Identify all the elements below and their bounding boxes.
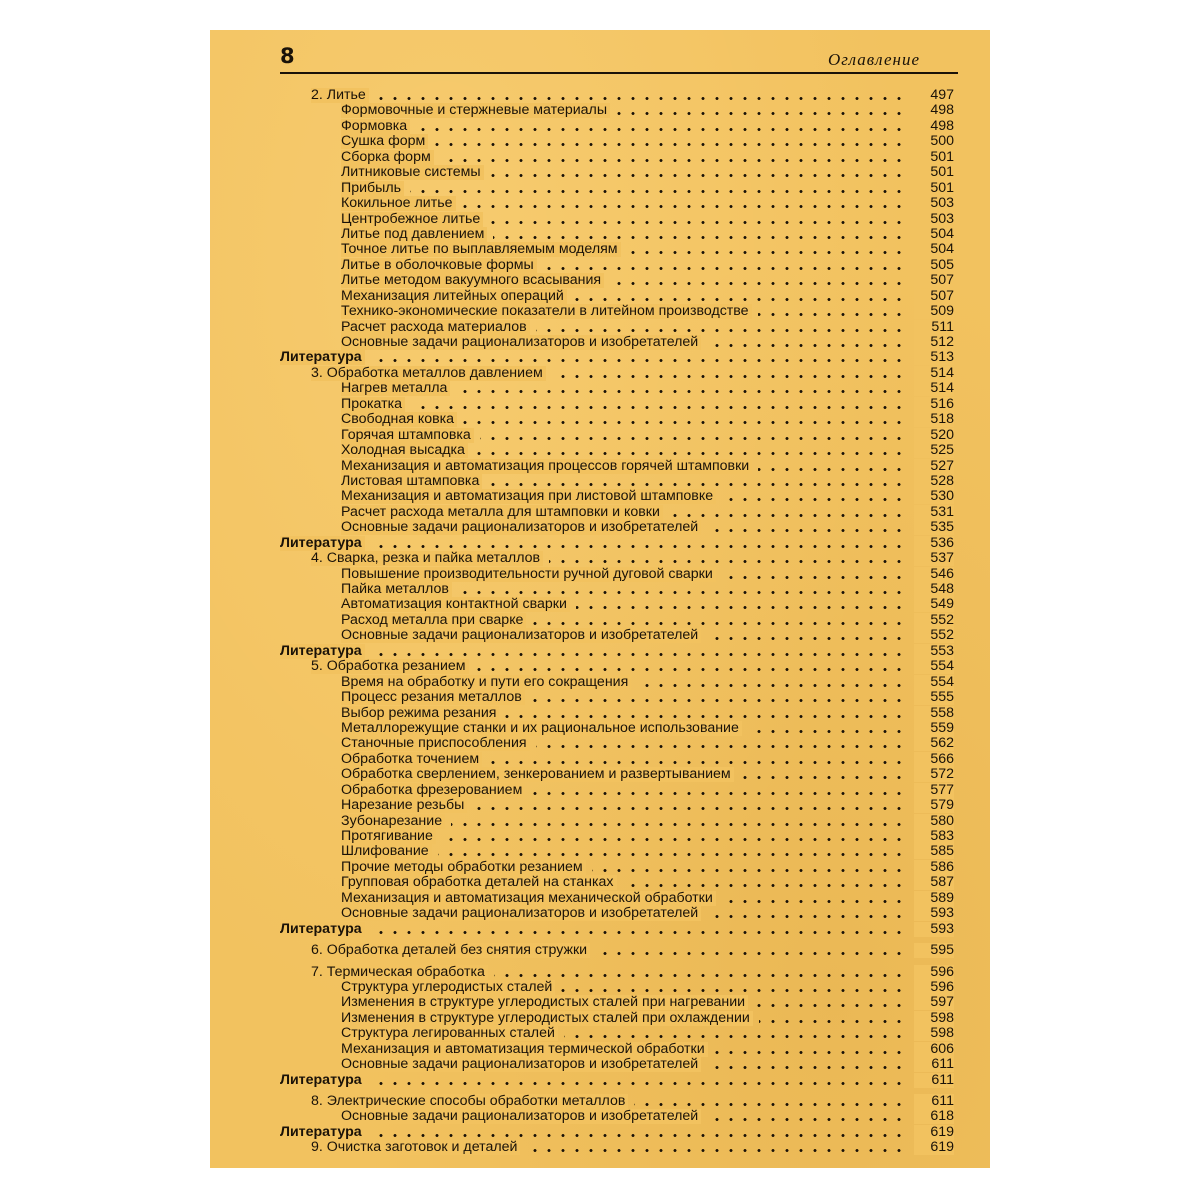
toc-section-entry[interactable] xyxy=(280,829,954,844)
toc-page-number: 619 xyxy=(914,1125,954,1140)
toc-page-number: 503 xyxy=(914,196,954,211)
toc-entry-title: Листовая штамповка xyxy=(341,474,482,489)
toc-page-number: 572 xyxy=(914,767,954,782)
toc-page-number: 504 xyxy=(914,227,954,242)
dot-leader xyxy=(526,1149,906,1152)
toc-entry-title: Время на обработку и пути его сокращения xyxy=(341,675,631,690)
toc-entry-title: Точное литье по выплавляемым моделям xyxy=(341,242,621,257)
toc-entry-title: Механизация и автоматизация термической обработки xyxy=(341,1042,708,1057)
dot-leader xyxy=(488,483,906,486)
toc-page-number: 500 xyxy=(914,134,954,149)
toc-literature-entry[interactable] xyxy=(280,350,954,365)
toc-section-entry[interactable] xyxy=(280,798,954,813)
toc-page-number: 555 xyxy=(914,690,954,705)
dot-leader xyxy=(714,1051,906,1054)
toc-section-entry[interactable] xyxy=(280,459,954,474)
toc-page-number: 554 xyxy=(914,659,954,674)
toc-section-entry[interactable] xyxy=(280,860,954,875)
toc-section-entry[interactable] xyxy=(280,397,954,412)
dot-leader xyxy=(371,1082,906,1085)
toc-section-entry[interactable] xyxy=(280,582,954,597)
toc-page-number: 593 xyxy=(914,906,954,921)
dot-leader xyxy=(474,452,906,455)
toc-page-number: 518 xyxy=(914,412,954,427)
toc-section-entry[interactable] xyxy=(280,520,954,535)
dot-leader xyxy=(505,715,906,718)
toc-page-number: 503 xyxy=(914,212,954,227)
toc-section-entry[interactable] xyxy=(280,1109,954,1124)
toc-entry-title: Выбор режима резания xyxy=(341,706,499,721)
dot-leader xyxy=(480,437,906,440)
toc-section-entry[interactable] xyxy=(280,412,954,427)
dot-leader xyxy=(758,468,906,471)
dot-leader xyxy=(416,128,906,131)
dot-leader xyxy=(561,989,906,992)
toc-section-entry[interactable] xyxy=(280,443,954,458)
toc-page-number: 583 xyxy=(914,829,954,844)
toc-page-number: 585 xyxy=(914,844,954,859)
dot-leader xyxy=(438,853,906,856)
dot-leader xyxy=(532,622,906,625)
toc-section-entry[interactable] xyxy=(280,875,954,890)
toc-section-entry[interactable] xyxy=(280,597,954,612)
page-number: 8 xyxy=(280,44,295,68)
toc-section-entry[interactable] xyxy=(280,567,954,582)
toc-literature-entry[interactable] xyxy=(280,1073,954,1088)
toc-entry-title: Изменения в структуре углеродистых сталей при охлаждении xyxy=(341,1011,753,1026)
dot-leader xyxy=(748,730,906,733)
toc-section-entry[interactable] xyxy=(280,505,954,520)
toc-page-number: 501 xyxy=(914,165,954,180)
toc-section-entry[interactable] xyxy=(280,273,954,288)
toc-page-number: 611 xyxy=(914,1073,954,1088)
toc-page-number: 566 xyxy=(914,752,954,767)
toc-entry-title: 9. Очистка заготовок и деталей xyxy=(311,1140,520,1155)
dot-leader xyxy=(552,375,906,378)
dot-leader xyxy=(531,792,906,795)
toc-entry-title: 5. Обработка резанием xyxy=(311,659,469,674)
toc-page-number: 549 xyxy=(914,597,954,612)
dot-leader xyxy=(759,1020,906,1023)
header-rule xyxy=(280,72,958,74)
toc-section-entry[interactable] xyxy=(280,675,954,690)
toc-chapter-entry[interactable] xyxy=(280,943,954,958)
toc-page-number: 546 xyxy=(914,567,954,582)
toc-entry-title: Прочие методы обработки резанием xyxy=(341,860,586,875)
dot-leader xyxy=(758,313,906,316)
toc-page-number: 514 xyxy=(914,366,954,381)
toc-entry-title: Нарезание резьбы xyxy=(341,798,467,813)
dot-leader xyxy=(493,236,906,239)
toc-entry-title: Пайка металлов xyxy=(341,582,452,597)
toc-section-entry[interactable] xyxy=(280,721,954,736)
toc-page-number: 595 xyxy=(914,943,954,958)
toc-entry-title: Основные задачи рационализаторов и изобретателей xyxy=(341,520,701,535)
toc-entry-title: Групповая обработка деталей на станках xyxy=(341,875,617,890)
toc-page-number: 589 xyxy=(914,891,954,906)
dot-leader xyxy=(371,545,906,548)
toc-entry-title: Литье методом вакуумного всасывания xyxy=(341,273,604,288)
toc-page-number: 501 xyxy=(914,181,954,196)
running-title: Оглавление xyxy=(827,50,920,69)
toc-section-entry[interactable] xyxy=(280,196,954,211)
dot-leader xyxy=(531,699,906,702)
toc-entry-title: Станочные приспособления xyxy=(341,736,530,751)
toc-page-number: 598 xyxy=(914,1026,954,1041)
toc-section-entry[interactable] xyxy=(280,1042,954,1057)
toc-page-number: 577 xyxy=(914,783,954,798)
toc-entry-title: Литература xyxy=(280,1073,365,1088)
toc-page-number: 598 xyxy=(914,1011,954,1026)
toc-page-number: 597 xyxy=(914,995,954,1010)
toc-entry-title: Основные задачи рационализаторов и изобретателей xyxy=(341,1057,701,1072)
toc-page-number: 507 xyxy=(914,273,954,288)
dot-leader xyxy=(616,112,906,115)
toc-entry-title: Литье под давлением xyxy=(341,227,487,242)
toc-entry-title: Обработка фрезерованием xyxy=(341,783,525,798)
toc-literature-entry[interactable] xyxy=(280,922,954,937)
toc-page-number: 593 xyxy=(914,922,954,937)
dot-leader xyxy=(463,421,906,424)
dot-leader xyxy=(375,97,906,100)
toc-chapter-entry[interactable] xyxy=(280,659,954,674)
dot-leader xyxy=(489,221,906,224)
toc-page-number: 618 xyxy=(914,1109,954,1124)
toc-page-number: 528 xyxy=(914,474,954,489)
toc-page-number: 596 xyxy=(914,965,954,980)
toc-section-entry[interactable] xyxy=(280,119,954,134)
toc-page-number: 530 xyxy=(914,489,954,504)
dot-leader xyxy=(722,576,906,579)
dot-leader xyxy=(371,1134,906,1137)
toc-page-number: 535 xyxy=(914,520,954,535)
toc-chapter-entry[interactable] xyxy=(280,366,954,381)
toc-entry-title: Механизация и автоматизация процессов горячей штамповки xyxy=(341,459,752,474)
dot-leader xyxy=(458,591,906,594)
toc-entry-title: Литниковые системы xyxy=(341,165,484,180)
dot-leader xyxy=(707,1118,906,1121)
toc-page-number: 606 xyxy=(914,1042,954,1057)
dot-leader xyxy=(564,1035,906,1038)
toc-page-number: 611 xyxy=(914,1094,954,1109)
toc-section-entry[interactable] xyxy=(280,814,954,829)
toc-page-number: 611 xyxy=(914,1057,954,1072)
toc-section-entry[interactable] xyxy=(280,844,954,859)
toc-page-number: 553 xyxy=(914,644,954,659)
dot-leader xyxy=(475,668,906,671)
toc-entry-title: Литература xyxy=(280,1125,365,1140)
dot-leader xyxy=(410,190,906,193)
toc-page-number: 537 xyxy=(914,551,954,566)
toc-section-entry[interactable] xyxy=(280,227,954,242)
dot-leader xyxy=(722,900,906,903)
dot-leader xyxy=(543,267,906,270)
toc-page-number: 559 xyxy=(914,721,954,736)
toc-entry-title: Зубонарезание xyxy=(341,814,445,829)
dot-leader xyxy=(707,1066,906,1069)
toc-chapter-entry[interactable] xyxy=(280,88,954,103)
toc-entry-title: Горячая штамповка xyxy=(341,428,474,443)
dot-leader xyxy=(707,637,906,640)
toc-entry-title: Механизация и автоматизация механической обработки xyxy=(341,891,716,906)
dot-leader xyxy=(371,359,906,362)
dot-leader xyxy=(592,869,906,872)
dot-leader xyxy=(536,745,906,748)
dot-leader xyxy=(488,761,906,764)
toc-page-number: 587 xyxy=(914,875,954,890)
toc-page-number: 520 xyxy=(914,428,954,443)
toc-entry-title: Холодная высадка xyxy=(341,443,468,458)
toc-entry-title: Технико-экономические показатели в литейном производстве xyxy=(341,304,752,319)
toc-section-entry[interactable] xyxy=(280,212,954,227)
toc-section-entry[interactable] xyxy=(280,320,954,335)
toc-entry-title: 2. Литье xyxy=(311,88,369,103)
toc-literature-entry[interactable] xyxy=(280,1125,954,1140)
toc-section-entry[interactable] xyxy=(280,335,954,350)
dot-leader xyxy=(707,529,906,532)
toc-page-number: 504 xyxy=(914,242,954,257)
toc-entry-title: Шлифование xyxy=(341,844,432,859)
toc-page-number: 558 xyxy=(914,706,954,721)
dot-leader xyxy=(610,282,906,285)
toc-section-entry[interactable] xyxy=(280,242,954,257)
toc-page-number: 513 xyxy=(914,350,954,365)
toc-section-entry[interactable] xyxy=(280,690,954,705)
dot-leader xyxy=(371,653,906,656)
dot-leader xyxy=(573,298,906,301)
toc-page-number: 507 xyxy=(914,289,954,304)
toc-section-entry[interactable] xyxy=(280,736,954,751)
dot-leader xyxy=(490,174,906,177)
toc-entry-title: Литература xyxy=(280,350,365,365)
toc-section-entry[interactable] xyxy=(280,783,954,798)
toc-page-number: 509 xyxy=(914,304,954,319)
toc-section-entry[interactable] xyxy=(280,767,954,782)
toc-entry-title: Протягивание xyxy=(341,829,436,844)
toc-page-number: 619 xyxy=(914,1140,954,1155)
toc-chapter-entry[interactable] xyxy=(280,551,954,566)
toc-section-entry[interactable] xyxy=(280,258,954,273)
toc-entry-title: Основные задачи рационализаторов и изобретателей xyxy=(341,628,701,643)
toc-section-entry[interactable] xyxy=(280,891,954,906)
toc-entry-title: Автоматизация контактной сварки xyxy=(341,597,570,612)
toc-section-entry[interactable] xyxy=(280,752,954,767)
toc-page-number: 514 xyxy=(914,381,954,396)
toc-entry-title: Прибыль xyxy=(341,181,404,196)
dot-leader xyxy=(623,884,906,887)
toc-page-number: 505 xyxy=(914,258,954,273)
toc-page-number: 579 xyxy=(914,798,954,813)
toc-section-entry[interactable] xyxy=(280,181,954,196)
dot-leader xyxy=(722,498,906,501)
toc-entry-title: Формовка xyxy=(341,119,410,134)
dot-leader xyxy=(434,143,906,146)
dot-leader xyxy=(740,776,906,779)
toc-section-entry[interactable] xyxy=(280,706,954,721)
dot-leader xyxy=(442,838,906,841)
toc-entry-title: 6. Обработка деталей без снятия стружки xyxy=(311,943,590,958)
toc-entry-title: Литье в оболочковые формы xyxy=(341,258,537,273)
toc-section-entry[interactable] xyxy=(280,613,954,628)
toc-chapter-entry[interactable] xyxy=(280,965,954,980)
toc-section-entry[interactable] xyxy=(280,1011,954,1026)
toc-entry-title: 4. Сварка, резка и пайка металлов xyxy=(311,551,543,566)
dot-leader xyxy=(462,205,906,208)
toc-page-number: 511 xyxy=(914,320,954,335)
toc-section-entry[interactable] xyxy=(280,489,954,504)
dot-leader xyxy=(549,560,906,563)
toc-page-number: 554 xyxy=(914,675,954,690)
toc-entry-title: 7. Термическая обработка xyxy=(311,965,488,980)
toc-section-entry[interactable] xyxy=(280,289,954,304)
toc-page-number: 525 xyxy=(914,443,954,458)
toc-literature-entry[interactable] xyxy=(280,536,954,551)
toc-section-entry[interactable] xyxy=(280,906,954,921)
toc-entry-title: Формовочные и стержневые материалы xyxy=(341,103,610,118)
dot-leader xyxy=(627,251,906,254)
toc-entry-title: Прокатка xyxy=(341,397,405,412)
toc-page-number: 552 xyxy=(914,628,954,643)
toc-entry-title: 3. Обработка металлов давлением xyxy=(311,366,546,381)
toc-chapter-entry[interactable] xyxy=(280,1094,954,1109)
toc-page-number: 548 xyxy=(914,582,954,597)
toc-page-number: 536 xyxy=(914,536,954,551)
toc-entry-title: Свободная ковка xyxy=(341,412,457,427)
toc-section-entry[interactable] xyxy=(280,995,954,1010)
toc-entry-title: Механизация литейных операций xyxy=(341,289,567,304)
toc-entry-title: Сборка форм xyxy=(341,150,434,165)
toc-page-number: 512 xyxy=(914,335,954,350)
toc-entry-title: Основные задачи рационализаторов и изобретателей xyxy=(341,906,701,921)
book-page xyxy=(210,30,990,1168)
dot-leader xyxy=(494,974,906,977)
toc-entry-title: Структура углеродистых сталей xyxy=(341,980,555,995)
dot-leader xyxy=(473,807,906,810)
toc-entry-title: Нагрев металла xyxy=(341,381,450,396)
dot-leader xyxy=(371,931,906,934)
toc-page-number: 498 xyxy=(914,103,954,118)
toc-entry-title: Расход металла при сварке xyxy=(341,613,526,628)
toc-section-entry[interactable] xyxy=(280,103,954,118)
toc-page-number: 497 xyxy=(914,88,954,103)
toc-entry-title: Обработка сверлением, зенкерованием и развертыванием xyxy=(341,767,734,782)
toc-entry-title: Основные задачи рационализаторов и изобретателей xyxy=(341,1109,701,1124)
toc-entry-title: Металлорежущие станки и их рациональное использование xyxy=(341,721,742,736)
toc-section-entry[interactable] xyxy=(280,150,954,165)
toc-entry-title: Литература xyxy=(280,922,365,937)
toc-entry-title: Обработка точением xyxy=(341,752,482,767)
toc-chapter-entry[interactable] xyxy=(280,1140,954,1155)
dot-leader xyxy=(456,390,906,393)
dot-leader xyxy=(707,915,906,918)
toc-entry-title: Основные задачи рационализаторов и изобретателей xyxy=(341,335,701,350)
toc-page-number: 586 xyxy=(914,860,954,875)
table-of-contents xyxy=(280,88,954,1156)
toc-entry-title: Центробежное литье xyxy=(341,212,483,227)
toc-section-entry[interactable] xyxy=(280,474,954,489)
toc-section-entry[interactable] xyxy=(280,304,954,319)
toc-page-number: 552 xyxy=(914,613,954,628)
toc-section-entry[interactable] xyxy=(280,980,954,995)
toc-section-entry[interactable] xyxy=(280,1026,954,1041)
toc-section-entry[interactable] xyxy=(280,428,954,443)
dot-leader xyxy=(411,406,906,409)
dot-leader xyxy=(576,606,906,609)
toc-page-number: 527 xyxy=(914,459,954,474)
toc-page-number: 516 xyxy=(914,397,954,412)
dot-leader xyxy=(754,1004,906,1007)
toc-page-number: 531 xyxy=(914,505,954,520)
toc-page-number: 498 xyxy=(914,119,954,134)
toc-section-entry[interactable] xyxy=(280,628,954,643)
toc-page-number: 580 xyxy=(914,814,954,829)
dot-leader xyxy=(596,952,906,955)
toc-entry-title: Литература xyxy=(280,536,365,551)
dot-leader xyxy=(637,684,906,687)
toc-entry-title: Структура легированных сталей xyxy=(341,1026,558,1041)
toc-section-entry[interactable] xyxy=(280,134,954,149)
toc-entry-title: Расчет расхода металла для штамповки и ковки xyxy=(341,505,663,520)
toc-entry-title: Повышение производительности ручной дуговой сварки xyxy=(341,567,716,582)
dot-leader xyxy=(451,823,906,826)
dot-leader xyxy=(536,329,906,332)
toc-page-number: 596 xyxy=(914,980,954,995)
dot-leader xyxy=(440,159,906,162)
toc-section-entry[interactable] xyxy=(280,1057,954,1072)
dot-leader xyxy=(707,344,906,347)
toc-entry-title: Расчет расхода материалов xyxy=(341,320,530,335)
dot-leader xyxy=(634,1103,906,1106)
toc-entry-title: 8. Электрические способы обработки металлов xyxy=(311,1094,628,1109)
toc-page-number: 501 xyxy=(914,150,954,165)
dot-leader xyxy=(669,514,906,517)
toc-entry-title: Литература xyxy=(280,644,365,659)
toc-section-entry[interactable] xyxy=(280,165,954,180)
toc-section-entry[interactable] xyxy=(280,381,954,396)
toc-entry-title: Механизация и автоматизация при листовой штамповке xyxy=(341,489,716,504)
toc-entry-title: Сушка форм xyxy=(341,134,428,149)
toc-literature-entry[interactable] xyxy=(280,644,954,659)
toc-entry-title: Кокильное литье xyxy=(341,196,456,211)
toc-entry-title: Изменения в структуре углеродистых сталей при нагревании xyxy=(341,995,748,1010)
toc-entry-title: Процесс резания металлов xyxy=(341,690,525,705)
toc-page-number: 562 xyxy=(914,736,954,751)
